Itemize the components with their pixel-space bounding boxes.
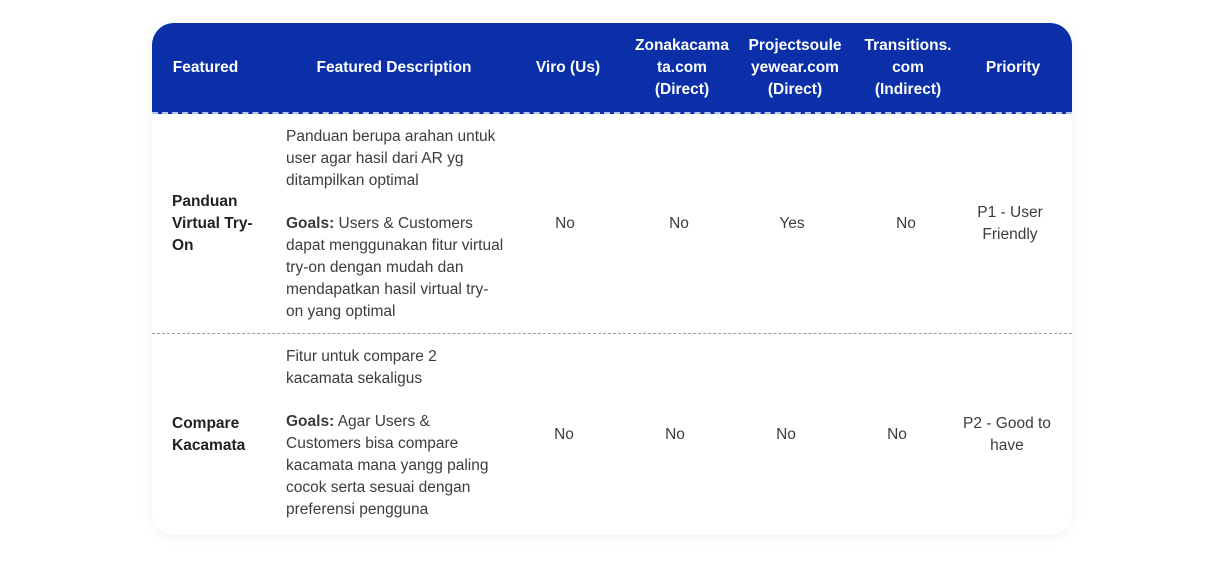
projectsoul-cell: Yes (779, 214, 805, 232)
viro-cell: No (555, 214, 575, 232)
zonakacamata-cell: No (669, 214, 689, 232)
priority-cell: P2 - Good to have (963, 414, 1051, 454)
header-transitions: Transitions. com (Indirect) (864, 36, 952, 98)
comparison-table-card (152, 23, 1072, 535)
header-viro: Viro (Us) (535, 58, 601, 76)
viro-cell: No (554, 425, 574, 443)
header-featured-description: Featured Description (316, 58, 472, 76)
description-cell (286, 114, 504, 333)
goals-text: Goals: Users & Customers dapat menggunakan fitur virtual try-on dengan mudah dan mendapatkan hasil virtual try-on yang optimal (286, 215, 504, 320)
feature-cell: Compare Kacamata (172, 414, 246, 454)
feature-cell: Panduan Virtual Try- On (172, 192, 253, 254)
header-priority: Priority (985, 58, 1041, 76)
goals-text: Goals: Agar Users & Customers bisa compare kacamata mana yangg paling cocok serta sesuai dengan preferensi pengguna (286, 413, 489, 518)
projectsoul-cell: No (776, 425, 796, 443)
table-row (152, 334, 1072, 535)
priority-cell: P1 - User Friendly (977, 203, 1043, 243)
header-zonakacamata: Zonakacama ta.com (Direct) (635, 36, 729, 98)
description-text: Fitur untuk compare 2 kacamata sekaligus (286, 348, 437, 387)
transitions-cell: No (896, 214, 916, 232)
table-row (152, 114, 1072, 334)
transitions-cell: No (887, 425, 907, 443)
description-cell (286, 334, 504, 535)
header-projectsoul: Projectsoule yewear.com (Direct) (748, 36, 842, 98)
header-featured: Featured (172, 58, 239, 76)
zonakacamata-cell: No (665, 425, 685, 443)
description-text: Panduan berupa arahan untuk user agar hasil dari AR yg ditampilkan optimal (286, 128, 496, 189)
table-header (152, 23, 1072, 114)
